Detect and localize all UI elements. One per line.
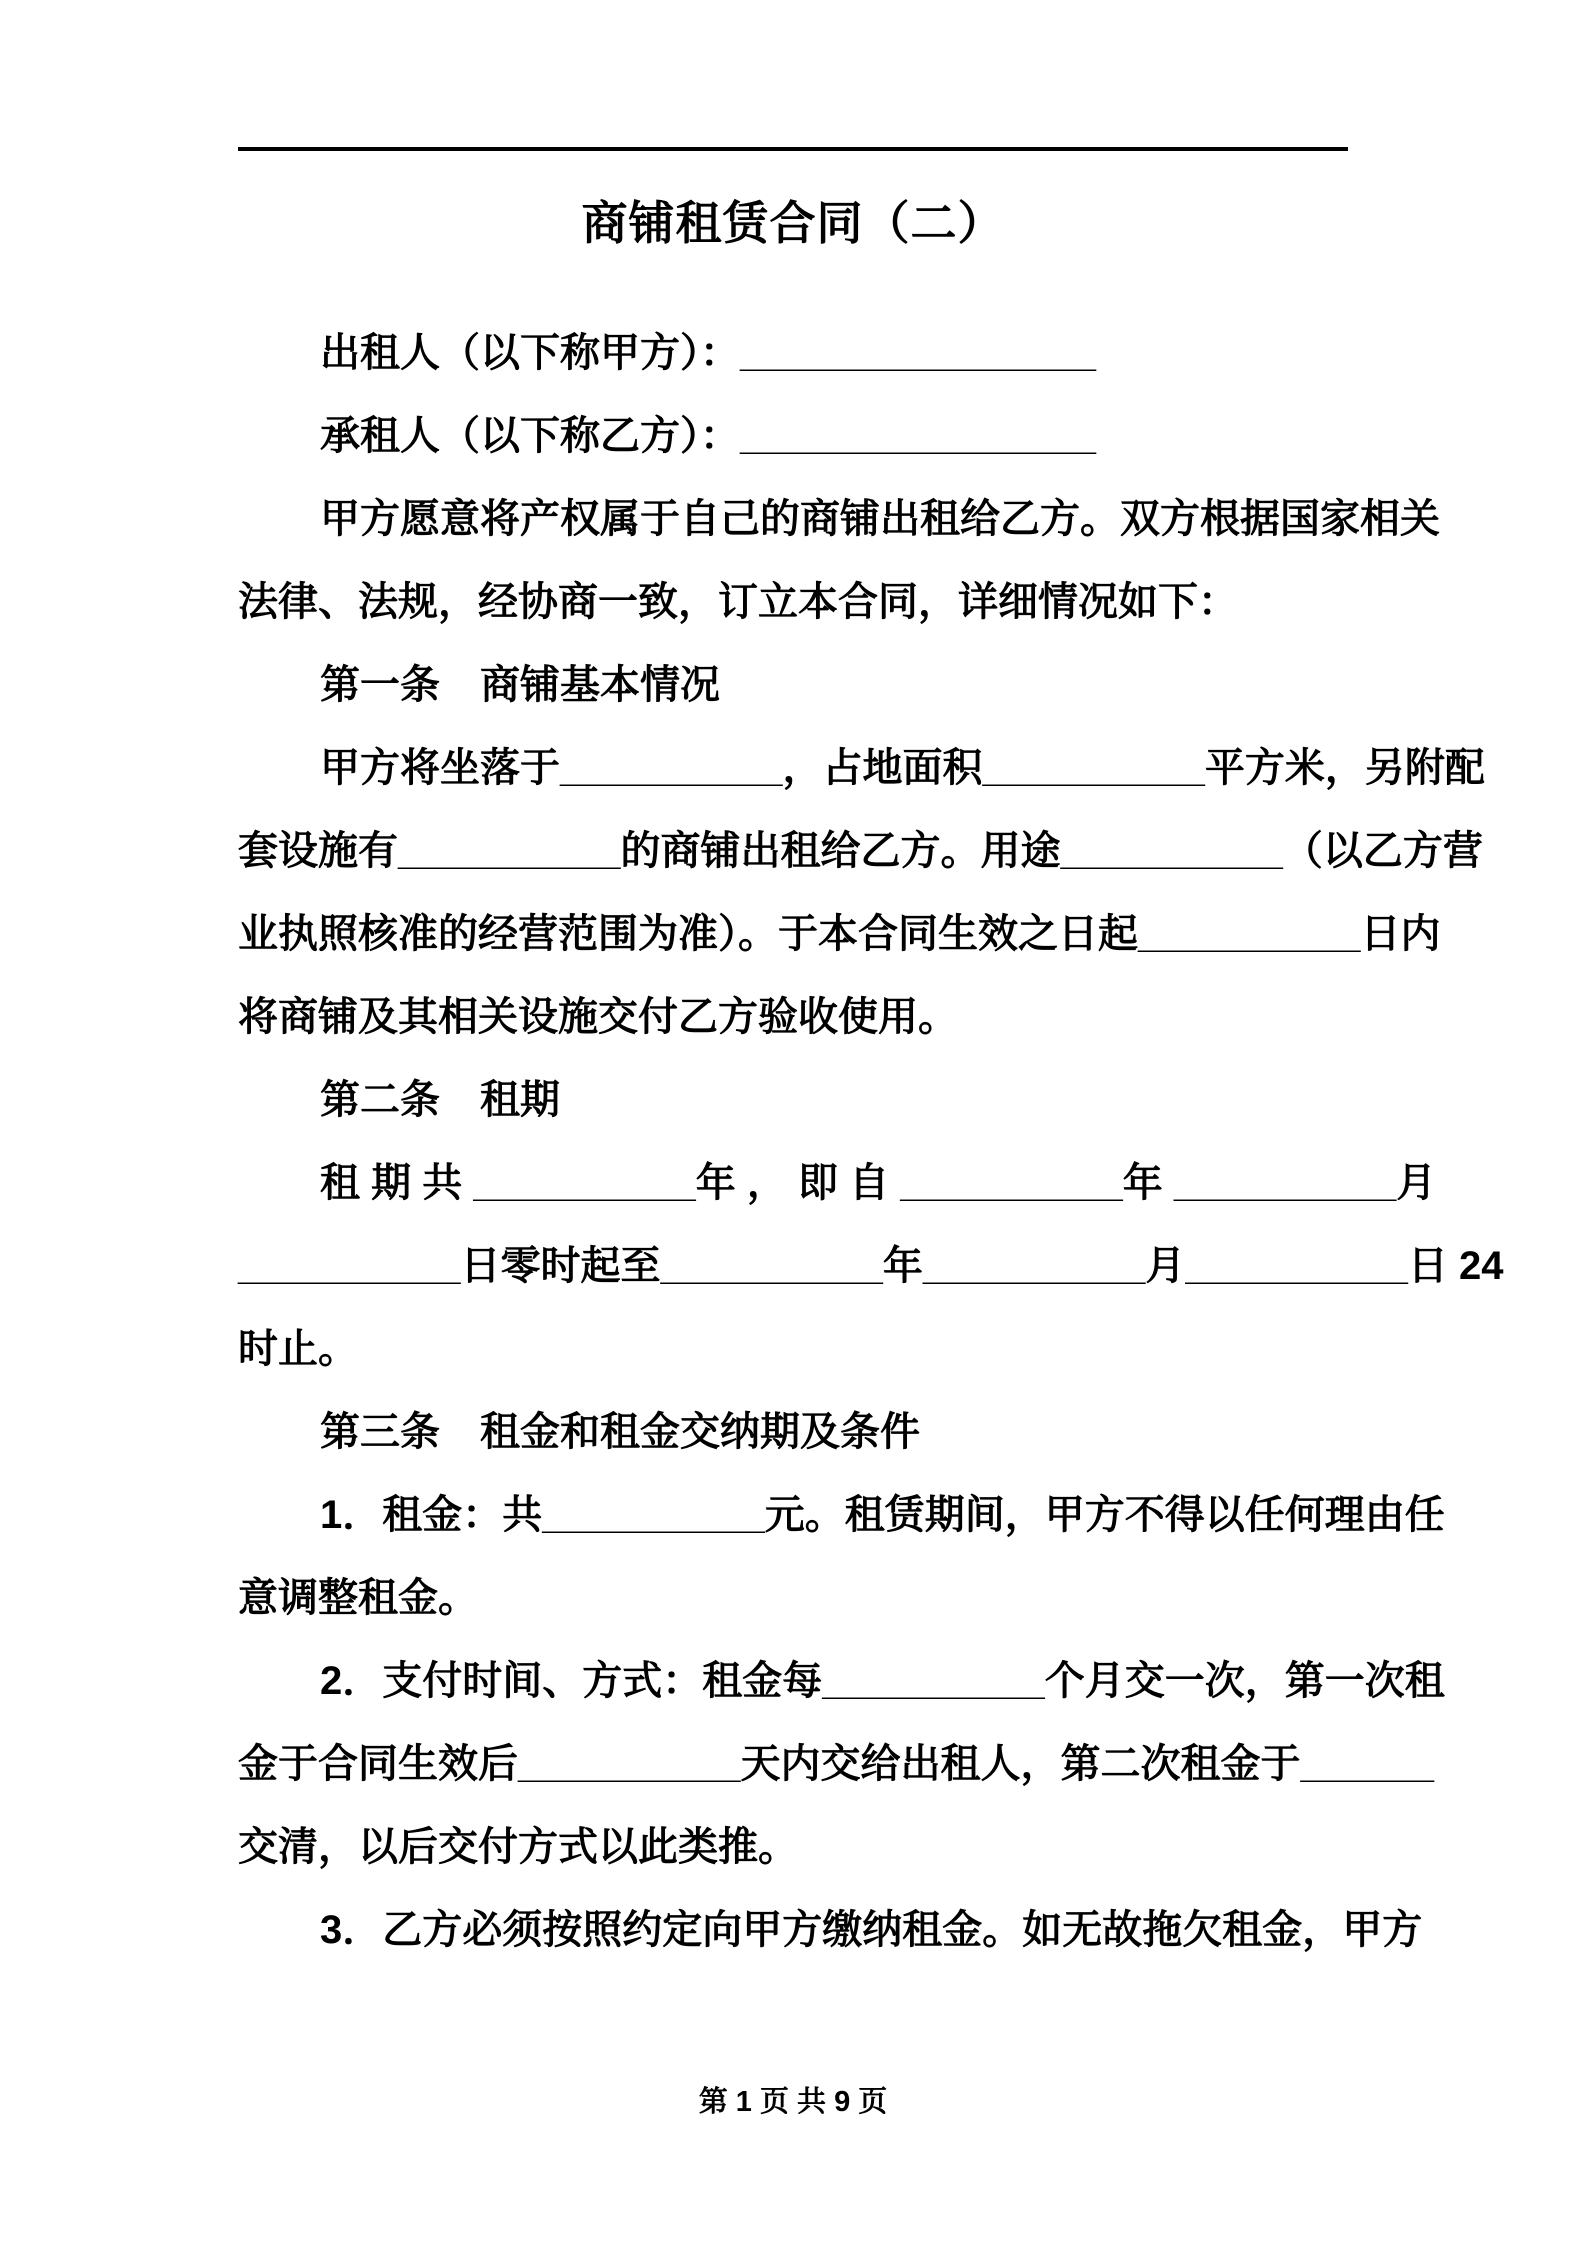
contract-body — [238, 312, 1504, 1972]
line-article-3-item-3a: 3．乙方必须按照约定向甲方缴纳租金。如无故拖欠租金，甲方 — [320, 1908, 1423, 1952]
line-article-2-text-3: 时止。 — [238, 1327, 358, 1371]
line-article-2-text-1: 租 期 共 __________年 ， 即 自 __________年 __________月 — [320, 1161, 1437, 1205]
line-lessee: 承租人（以下称乙方）：________________ — [320, 414, 1096, 458]
page-number-footer: 第 1 页 共 9 页 — [698, 2086, 888, 2118]
line-article-3-item-1a: 1．租金：共__________元。租赁期间，甲方不得以任何理由任 — [320, 1493, 1445, 1537]
line-article-3-heading: 第三条 租金和租金交纳期及条件 — [320, 1410, 920, 1454]
line-article-2-heading: 第二条 租期 — [320, 1078, 560, 1122]
line-lessor: 出租人（以下称甲方）：________________ — [320, 331, 1096, 375]
line-article-3-item-2a: 2．支付时间、方式：租金每__________个月交一次，第一次租 — [320, 1659, 1445, 1703]
line-article-2-text-2: __________日零时起至__________年__________月__________日 24 — [238, 1244, 1504, 1288]
line-article-1-text-3: 业执照核准的经营范围为准）。于本合同生效之日起__________日内 — [238, 912, 1441, 956]
line-preamble-2: 法律、法规，经协商一致，订立本合同，详细情况如下： — [238, 580, 1238, 624]
line-article-3-item-1b: 意调整租金。 — [238, 1576, 478, 1620]
line-article-1-heading: 第一条 商铺基本情况 — [320, 663, 720, 707]
header-rule — [238, 147, 1348, 151]
line-article-3-item-2c: 交清，以后交付方式以此类推。 — [238, 1825, 798, 1869]
line-article-3-item-2b: 金于合同生效后__________天内交给出租人，第二次租金于______ — [238, 1742, 1434, 1786]
line-article-1-text-4: 将商铺及其相关设施交付乙方验收使用。 — [238, 995, 958, 1039]
line-article-1-text-2: 套设施有__________的商铺出租给乙方。用途__________（以乙方营 — [238, 829, 1483, 873]
page-title: 商铺租赁合同（二） — [581, 197, 1005, 249]
line-preamble-1: 甲方愿意将产权属于自己的商铺出租给乙方。双方根据国家相关 — [320, 497, 1440, 541]
line-article-1-text-1: 甲方将坐落于__________，占地面积__________平方米，另附配 — [320, 746, 1485, 790]
